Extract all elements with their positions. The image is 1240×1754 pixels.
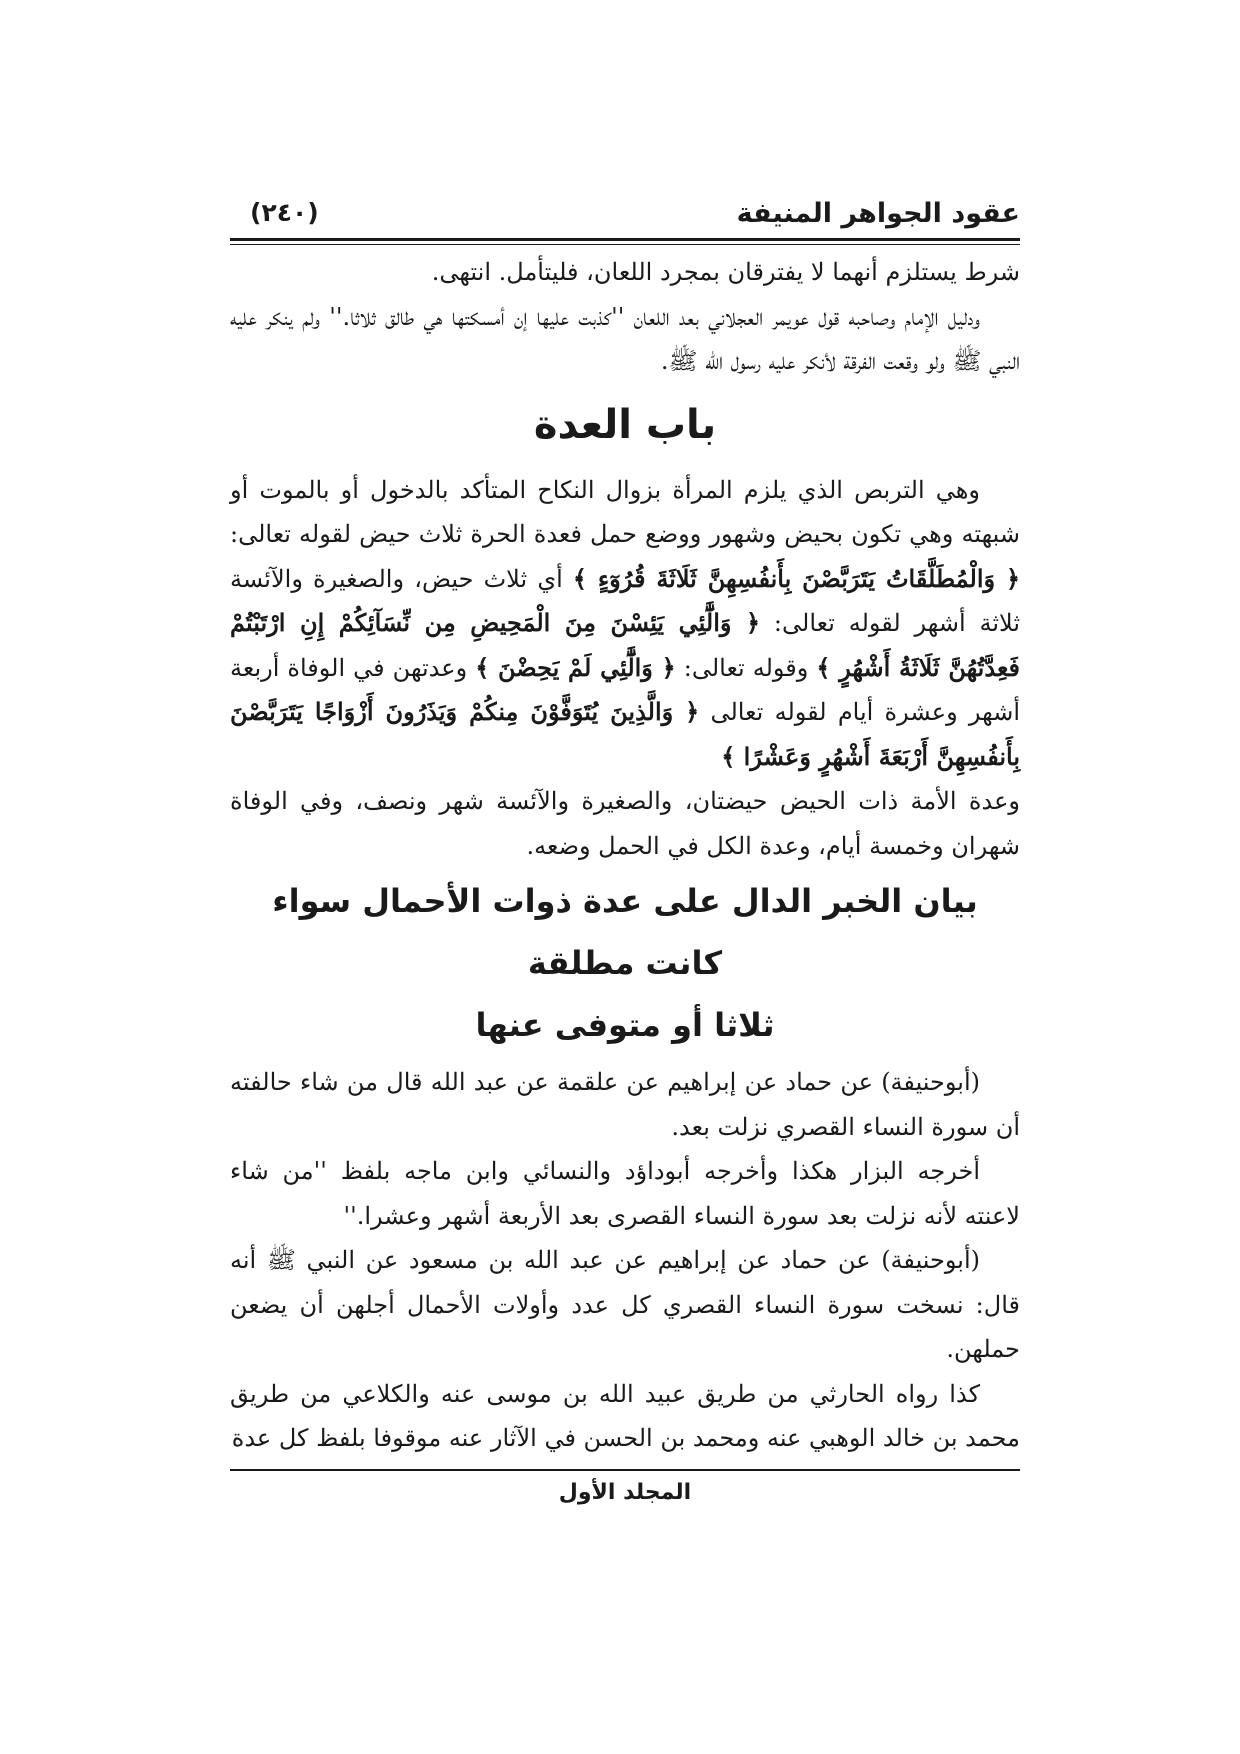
section-heading-line-2: ثلاثا أو متوفى عنها <box>475 1006 775 1044</box>
paragraph-3-text-b: أي ثلاث حيض، والصغيرة والآئسة ثلاثة أشهر لقوله تعالى: <box>230 564 1021 637</box>
paragraph-4: وعدة الأمة ذات الحيض حيضتان، والصغيرة والآئسة شهر ونصف، وفي الوفاة شهران وخمسة أيام، وعدة الكل في الحمل وضعه. <box>230 787 1020 860</box>
document-page <box>230 180 1020 1580</box>
header-rule-thin <box>230 244 1020 245</box>
page-body <box>230 250 1020 1461</box>
quran-verse-3: ﴿ وَالَّٰٓئِي لَمْ يَحِضْنَ ﴾ <box>475 652 676 682</box>
quran-verse-4: ﴿ وَالَّذِينَ يُتَوَفَّوْنَ مِنكُمْ وَيَذَرُونَ أَزْوَاجًا يَتَرَبَّصْنَ بِأَنفُسِهِنَّ أَرْبَعَةَ أَشْهُرٍ وَعَشْرًا ﴾ <box>230 697 1020 771</box>
page-header <box>230 190 1020 240</box>
paragraph-1: شرط يستلزم أنهما لا يفترقان بمجرد اللعان، فليتأمل. انتهى. <box>431 258 1020 286</box>
footer-rule <box>230 1469 1020 1471</box>
paragraph-8: كذا رواه الحارثي من طريق عبيد الله بن موسى عنه والكلاعي من طريق محمد بن خالد الوهبي عنه ومحمد بن الحسن في الآثار عنه موقوفا بلفظ كل عدة <box>230 1379 1020 1452</box>
paragraph-7: (أبوحنيفة) عن حماد عن إبراهيم عن عبد الله بن مسعود عن النبي ﷺ أنه قال: نسخت سورة النساء القصري كل عدد وأولات الأحمال أجلهن أن يضعن حملهن. <box>230 1246 1020 1363</box>
quran-verse-2: ﴿ وَالَّٰٓئِي يَئِسْنَ مِنَ الْمَحِيضِ مِن نِّسَآئِكُمْ إِنِ ارْتَبْتُمْ فَعِدَّتُهُنَّ ثَلَاثَةُ أَشْهُرٍ ﴾ <box>230 608 1020 682</box>
paragraph-3-text-a: وهي التربص الذي يلزم المرأة بزوال النكاح المتأكد بالدخول أو بالموت أو شبهته وهي تكون بحيض وشهور ووضع حمل فعدة الحرة ثلاث حيض لقوله تعالى: <box>230 475 1020 548</box>
section-heading-line-1: بيان الخبر الدال على عدة ذوات الأحمال سواء كانت مطلقة <box>272 882 978 982</box>
paragraph-2: ودليل الإمام وصاحبه قول عويمر العجلاني بعد اللعان ''كذبت عليها إن أمسكتها هي طالق ثلاثا.'' ولم ينكر عليه النبي ﷺ ولو وقعت الفرقة لأنكر عليه رسول الله ﷺ. <box>230 302 1020 375</box>
paragraph-5: (أبوحنيفة) عن حماد عن إبراهيم عن علقمة عن عبد الله قال من شاء حالفته أن سورة النساء القصري نزلت بعد. <box>230 1068 1020 1141</box>
book-title: عقود الجواهر المنيفة <box>736 198 1020 229</box>
chapter-heading: باب العدة <box>533 401 717 448</box>
paragraph-3 <box>230 468 1020 780</box>
page-number: (٢٤٠) <box>250 198 319 227</box>
quran-verse-1: ﴿ وَالْمُطَلَّقَاتُ يَتَرَبَّصْنَ بِأَنفُسِهِنَّ ثَلَاثَةَ قُرُوٓءٍ ﴾ <box>572 563 1021 593</box>
paragraph-3-text-d: وعدتهن في الوفاة أربعة أشهر وعشرة أيام لقوله تعالى <box>230 653 1020 726</box>
volume-footer: المجلد الأول <box>558 1480 692 1505</box>
paragraph-3-text-c: وقوله تعالى: <box>675 653 817 682</box>
paragraph-6: أخرجه البزار هكذا وأخرجه أبوداؤد والنسائي وابن ماجه بلفظ ''من شاء لاعنته لأنه نزلت بعد سورة النساء القصرى بعد الأربعة أشهر وعشرا.'' <box>230 1157 1020 1230</box>
header-rule-thick <box>230 238 1020 241</box>
section-heading <box>230 870 1020 1056</box>
